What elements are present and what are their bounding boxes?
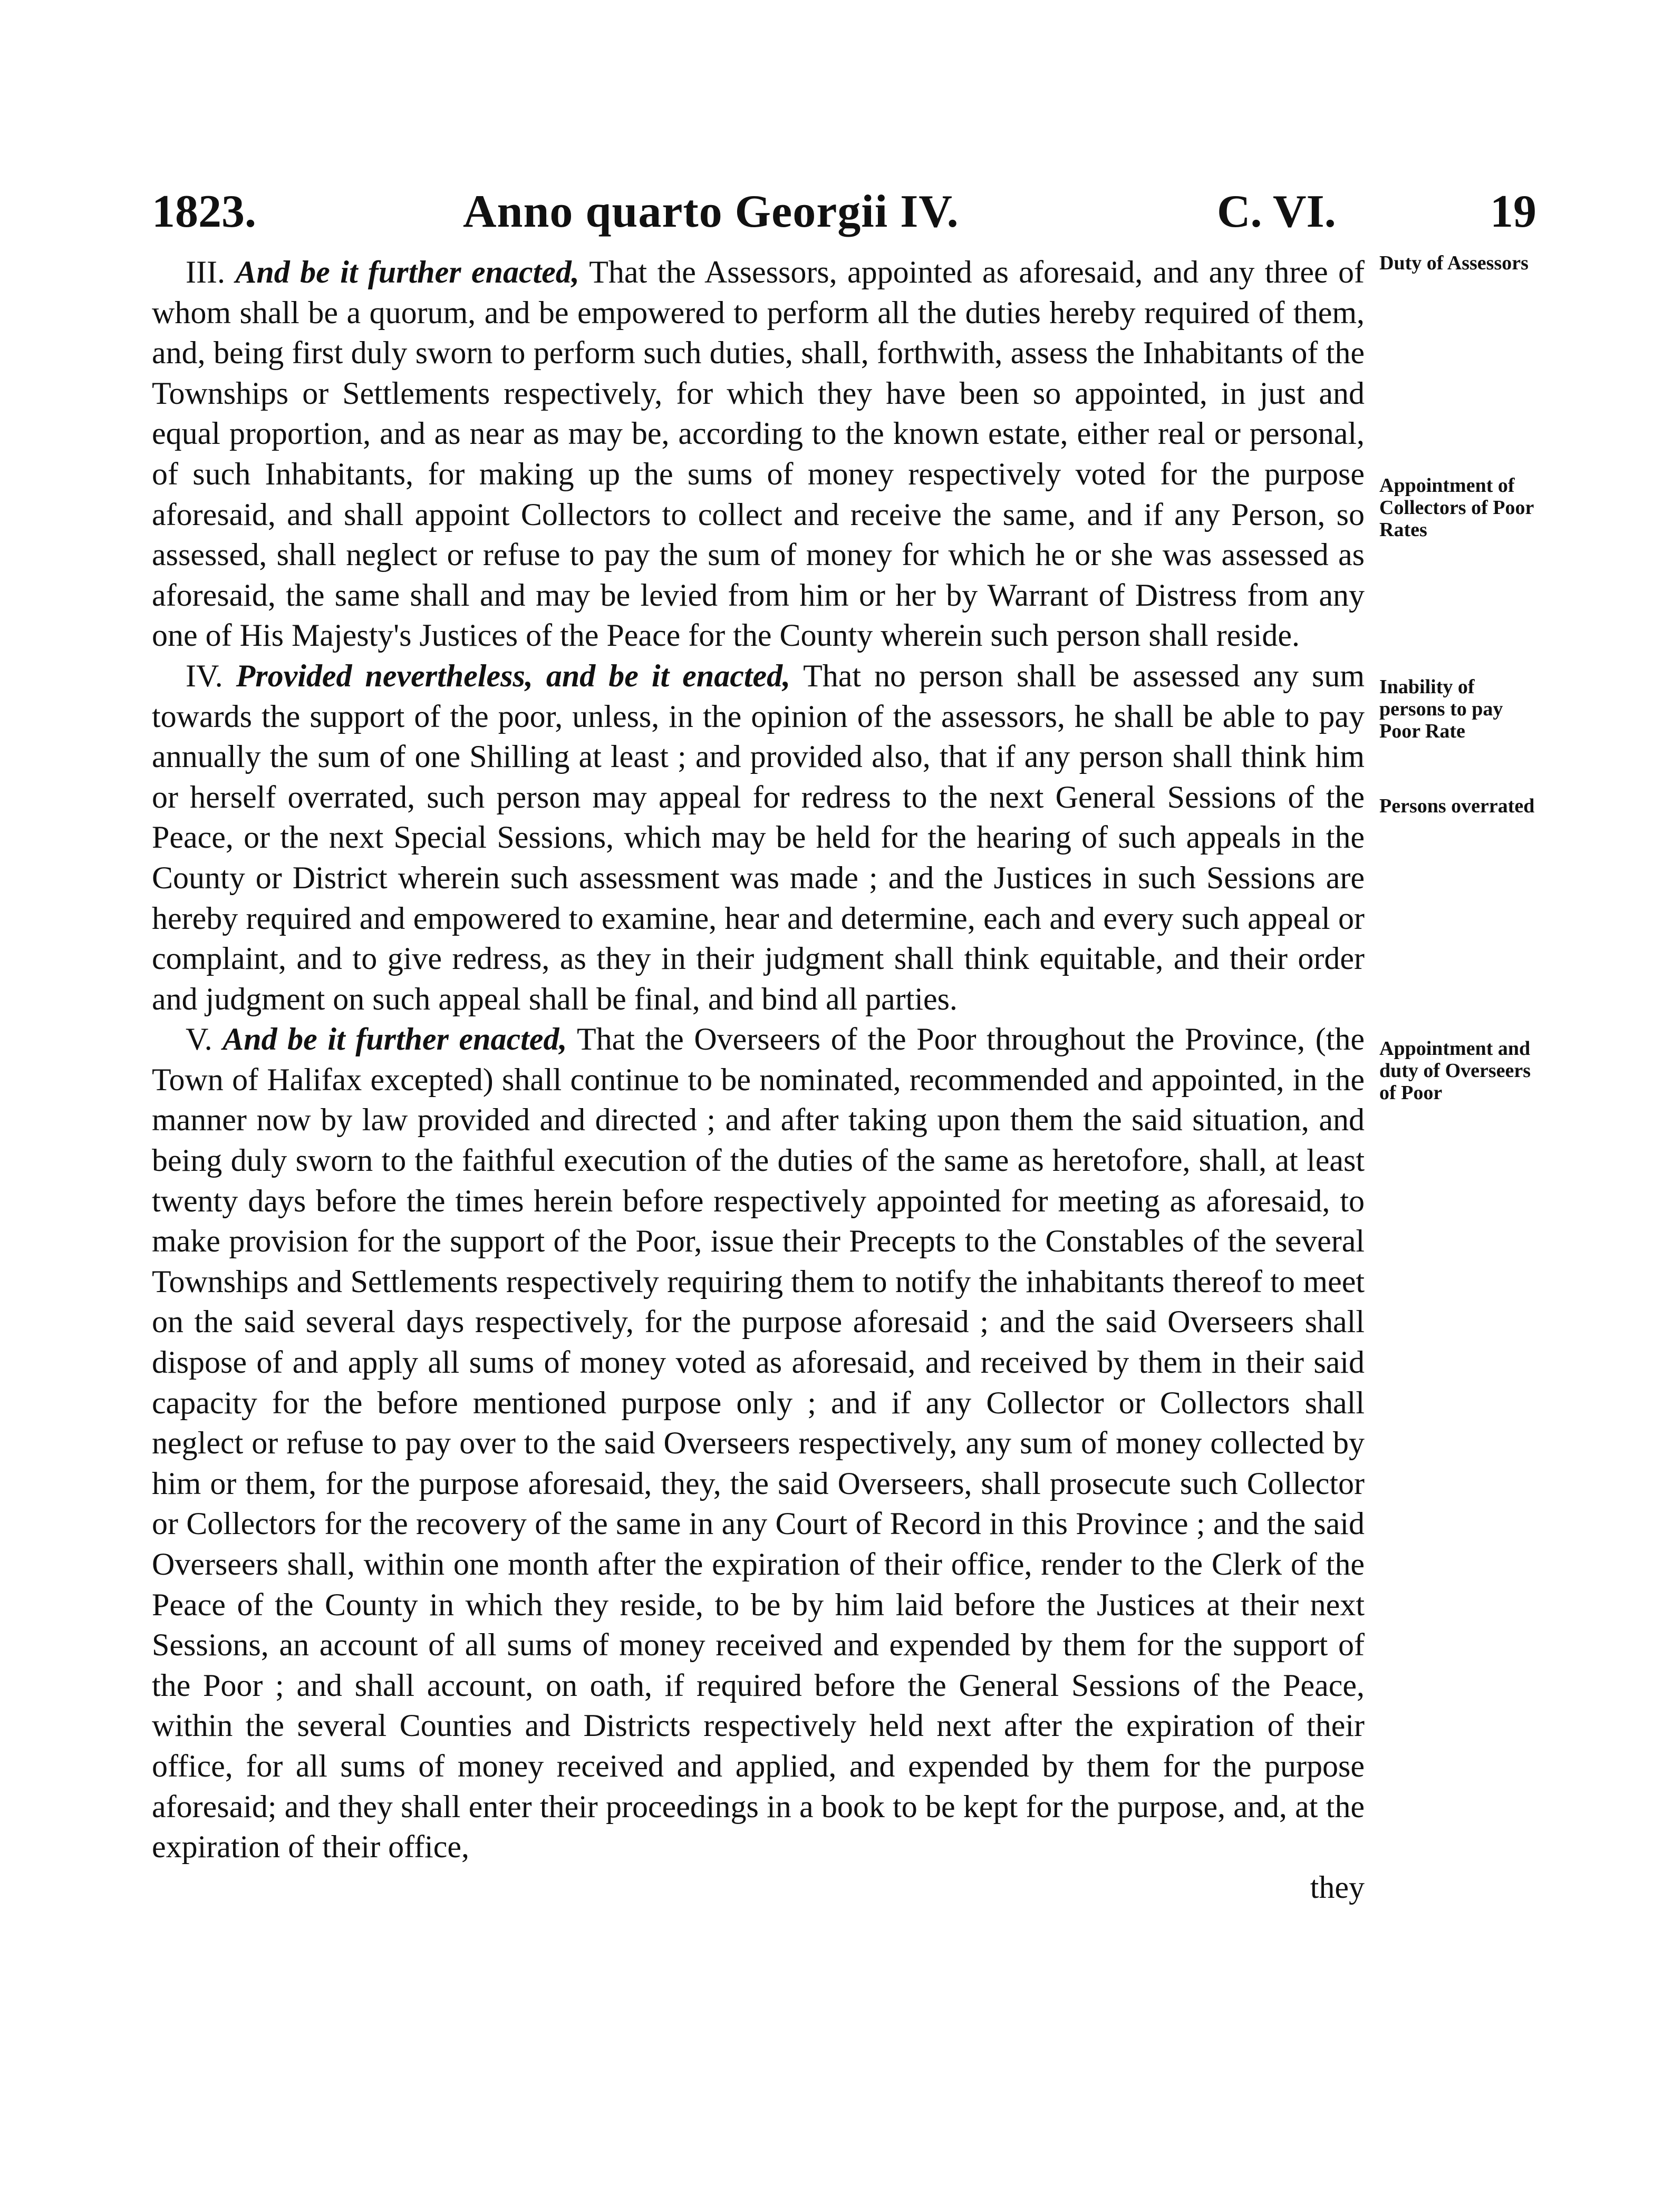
running-header <box>152 186 1536 249</box>
marginal-note: Appointment of Collectors of Poor Rates <box>1379 474 1534 541</box>
section-lead: And be it further enacted, <box>223 1022 567 1057</box>
section-numeral: III. <box>186 255 225 289</box>
header-chapter: C. VI. <box>1217 186 1336 237</box>
section-lead: And be it further enacted, <box>235 255 579 289</box>
section-body: That the Overseers of the Poor throughout the Province, (the Town of Halifax excepted) shall continue to be nominated, recommended and appointed, in the manner now by law provided and directed ; and after taking upon them the said situation, and being duly sworn to the faithful execution of the duties of the same as heretofore, shall, at least twenty days before the times herein before respectively appointed for meeting as aforesaid, to make provision for the support of the Poor, issue their Precepts to the Constables of the several Townships and Settlements respectively requiring them to notify the inhabitants thereof to meet on the said several days respectively, for the purpose aforesaid ; and the said Overseers shall dispose of and apply all sums of money voted as aforesaid, and received by them in their said capacity for the before mentioned purpose only ; and if any Collector or Collectors shall neglect or refuse to pay over to the said Overseers respectively, any sum of money collected by him or them, for the purpose aforesaid, they, the said Overseers, shall prosecute such Collector or Collectors for the recovery of the same in any Court of Record in this Province ; and the said Overseers shall, within one month after the expiration of their office, render to the Clerk of the Peace of the County in which they reside, to be by him laid before the Justices at their next Sessions, an account of all sums of money received and expended by them for the support of the Poor ; and shall account, on oath, if required before the General Sessions of the Peace, within the several Counties and Districts respectively held next after the expiration of their office, for all sums of money received and applied, and expended by them for the purpose aforesaid; and they shall enter their proceedings in a book to be kept for the purpose, and, at the expiration of their office, <box>152 1022 1365 1865</box>
marginal-note: Appointment and duty of Overseers of Poor <box>1379 1037 1531 1104</box>
section-body: That no person shall be assessed any sum towards the support of the poor, unless, in the opinion of the assessors, he shall be able to pay annually the sum of one Shilling at least ; and provided also, that if any person shall think him or herself overrated, such person may appeal for redress to the next General Sessions of the Peace, or the next Special Sessions, which may be held for the hearing of such appeals in the County or District wherein such assessment was made ; and the Justices in such Sessions are hereby required and empowered to examine, hear and determine, each and every such appeal or complaint, and to give redress, as they in their judgment shall think equitable, and their order and judgment on such appeal shall be final, and bind all parties. <box>152 658 1365 1016</box>
section-v <box>152 1019 1365 1867</box>
catchword: they <box>1310 1869 1365 1905</box>
statute-text <box>152 252 1365 1907</box>
section-numeral: IV. <box>186 658 223 693</box>
section-numeral: V. <box>186 1022 212 1057</box>
marginal-note: Duty of Assessors <box>1379 252 1529 274</box>
section-iii <box>152 252 1365 656</box>
marginal-note: Inability of persons to pay Poor Rate <box>1379 676 1503 742</box>
section-lead: Provided nevertheless, and be it enacted, <box>236 658 791 693</box>
page-number: 19 <box>1490 186 1536 237</box>
marginal-note: Persons overrated <box>1379 795 1535 817</box>
header-year: 1823. <box>152 186 256 237</box>
section-body: That the Assessors, appointed as aforesaid, and any three of whom shall be a quorum, and be empowered to perform all the duties hereby required of them, and, being first duly sworn to perform such duties, shall, forthwith, assess the Inhabitants of the Townships or Settlements respectively, for which they have been so appointed, in just and equal proportion, and as near as may be, according to the known estate, either real or personal, of such Inhabitants, for making up the sums of money respectively voted for the purpose aforesaid, and shall appoint Collectors to collect and receive the same, and if any Person, so assessed, shall neglect or refuse to pay the sum of money for which he or she was assessed as aforesaid, the same shall and may be levied from him or her by Warrant of Distress from any one of His Majesty's Justices of the Peace for the County wherein such person shall reside. <box>152 255 1365 653</box>
header-title: Anno quarto Georgii IV. <box>463 186 959 237</box>
section-iv <box>152 656 1365 1019</box>
